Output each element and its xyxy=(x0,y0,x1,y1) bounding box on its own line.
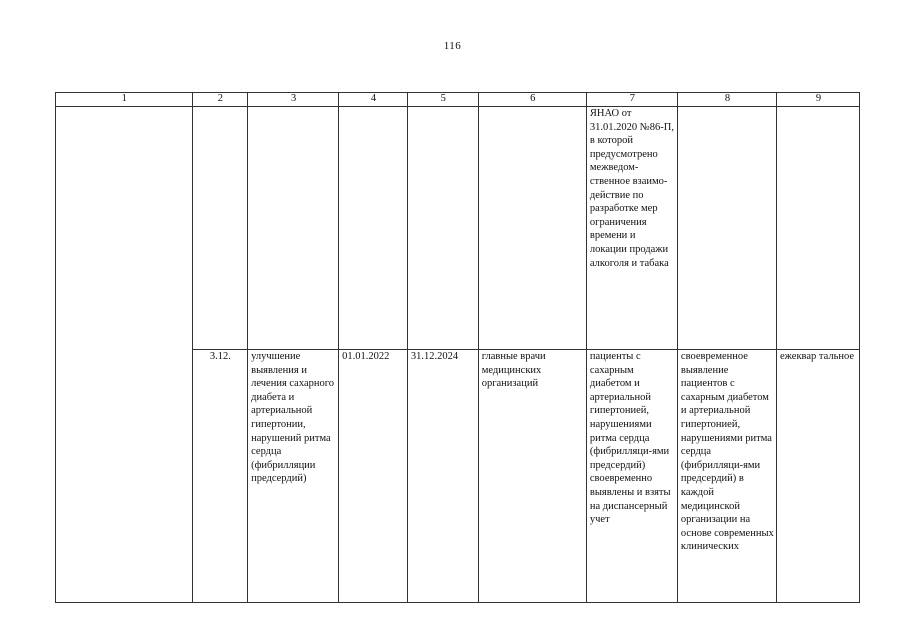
column-header-3: 3 xyxy=(248,93,339,107)
column-header-8: 8 xyxy=(677,93,776,107)
column-header-2: 2 xyxy=(192,93,248,107)
cell-col8 xyxy=(677,107,776,350)
cell-col3 xyxy=(248,107,339,350)
cell-col6 xyxy=(478,107,586,350)
cell-end-date: 31.12.2024 xyxy=(407,350,478,603)
cell-col1 xyxy=(56,107,193,350)
header-row xyxy=(56,93,860,107)
table-row xyxy=(56,107,860,350)
cell-expected-result: пациенты с сахарным диабетом и артериальной гипертонией, нарушениями ритма сердца (фибрилляци-ями предсердий) своевременно выявлены и взяты на диспансерный учет xyxy=(586,350,677,603)
cell-indicator: своевременное выявление пациентов с сахарным диабетом и артериальной гипертонией, нарушениями ритма сердца (фибрилляци-ями предсердий) в каждой медицинской организации на основе современных клинических xyxy=(677,350,776,603)
cell-frequency: ежеквар тальное xyxy=(777,350,860,603)
cell-measure-name: улучшение выявления и лечения сахарного диабета и артериальной гипертонии, нарушений ритма сердца (фибрилляции предсердий) xyxy=(248,350,339,603)
column-header-1: 1 xyxy=(56,93,193,107)
cell-legal-basis: ЯНАО от 31.01.2020 №86-П, в которой предусмотрено межведом-ственное взаимо-действие по разработке мер ограничения времени и локации продажи алкоголя и табака xyxy=(586,107,677,350)
cell-col4 xyxy=(339,107,408,350)
page-number: 116 xyxy=(443,40,462,52)
cell-item-number: 3.12. xyxy=(192,350,248,603)
column-header-7: 7 xyxy=(586,93,677,107)
column-header-9: 9 xyxy=(777,93,860,107)
column-header-6: 6 xyxy=(478,93,586,107)
cell-col1 xyxy=(56,350,193,603)
table-row xyxy=(56,350,860,603)
document-table xyxy=(55,92,860,603)
cell-start-date: 01.01.2022 xyxy=(339,350,408,603)
cell-col9 xyxy=(777,107,860,350)
cell-col5 xyxy=(407,107,478,350)
cell-col2 xyxy=(192,107,248,350)
column-header-4: 4 xyxy=(339,93,408,107)
column-header-5: 5 xyxy=(407,93,478,107)
cell-responsible: главные врачи медицинских организаций xyxy=(478,350,586,603)
